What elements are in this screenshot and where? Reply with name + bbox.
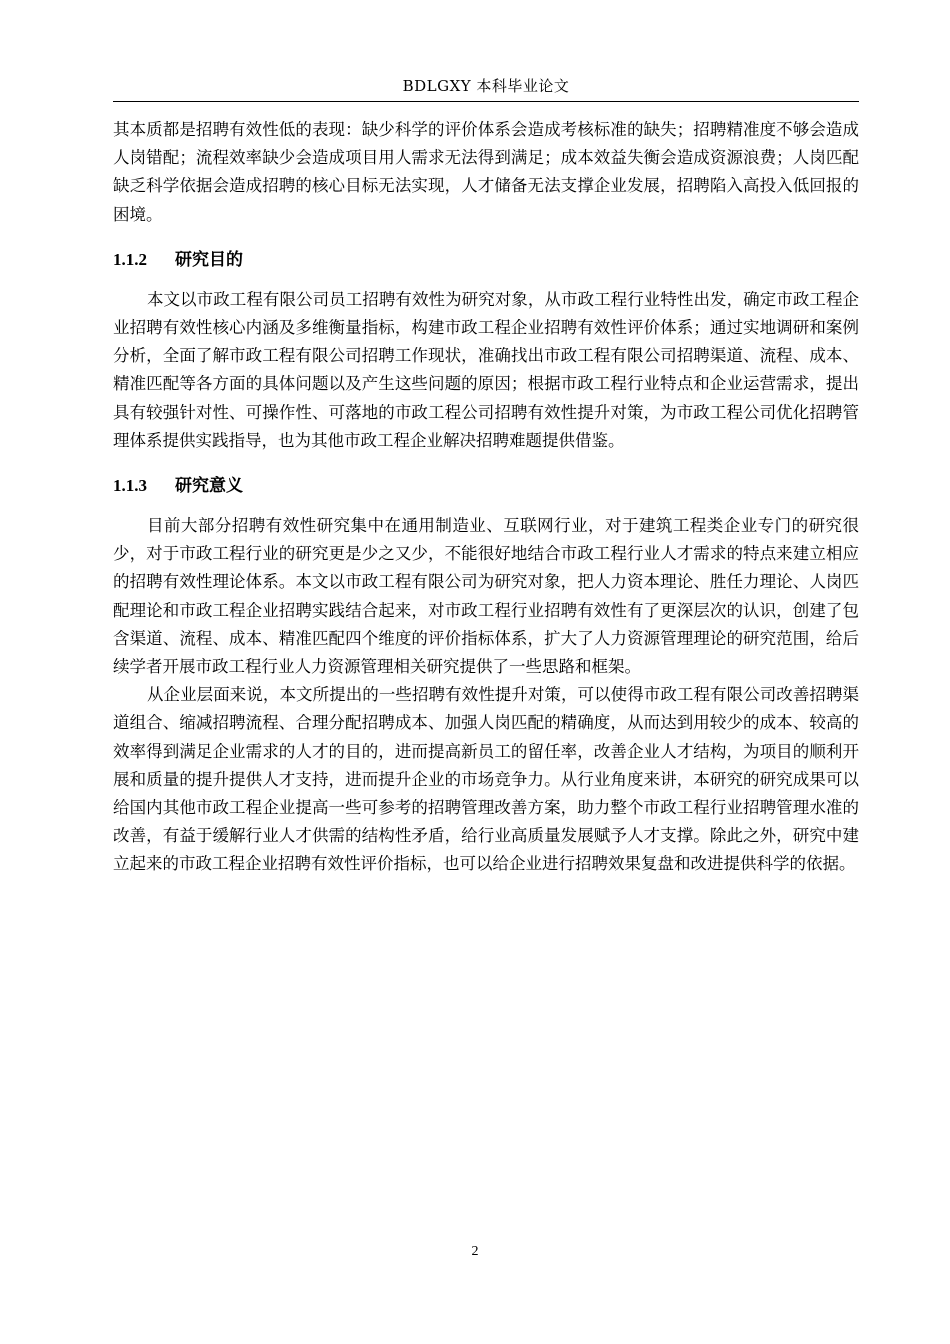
section-title: 研究目的 [175,249,243,270]
paragraph: 本文以市政工程有限公司员工招聘有效性为研究对象，从市政工程行业特性出发，确定市政工程企业招聘有效性核心内涵及多维衡量指标，构建市政工程企业招聘有效性评价体系；通过实地调研和案例分析，全面了解市政工程有限公司招聘工作现状，准确找出市政工程有限公司招聘渠道、流程、成本、精准匹配等各方面的具体问题以及产生这些问题的原因；根据市政工程行业特点和企业运营需求，提出具有较强针对性、可操作性、可落地的市政工程公司招聘有效性提升对策，为市政工程公司优化招聘管理体系提供实践指导，也为其他市政工程企业解决招聘难题提供借鉴。 [113,289,859,450]
page-number: 2 [471,1244,479,1259]
running-header: BDLGXY 本科毕业论文 [402,77,570,95]
paragraph: 从企业层面来说，本文所提出的一些招聘有效性提升对策，可以使得市政工程有限公司改善招聘渠道组合、缩减招聘流程、合理分配招聘成本、加强人岗匹配的精确度，从而达到用较少的成本、较高的效率得到满足企业需求的人才的目的，进而提高新员工的留任率，改善企业人才结构，为项目的顺利开展和质量的提升提供人才支持，进而提升企业的市场竞争力。从行业角度来讲，本研究的研究成果可以给国内其他市政工程企业提高一些可参考的招聘管理改善方案，助力整个市政工程行业招聘管理水准的改善，有益于缓解行业人才供需的结构性矛盾，给行业高质量发展赋予人才支撑。除此之外，研究中建立起来的市政工程企业招聘有效性评价指标，也可以给企业进行招聘效果复盘和改进提供科学的依据。 [113,685,859,874]
section-title: 研究意义 [175,476,243,497]
continued-paragraph: 其本质都是招聘有效性低的表现：缺少科学的评价体系会造成考核标准的缺失；招聘精准度不够会造成人岗错配；流程效率缺少会造成项目用人需求无法得到满足；成本效益失衡会造成资源浪费；人岗匹配缺乏科学依据会造成招聘的核心目标无法实现，人才储备无法支撑企业发展，招聘陷入高投入低回报的困境。 [113,120,859,224]
page-body [113,116,859,879]
section-number: 1.1.3 [113,476,147,496]
section-heading-1-1-3 [113,472,859,500]
section-number: 1.1.2 [113,249,147,269]
section-heading-1-1-2 [113,246,859,274]
paragraph: 目前大部分招聘有效性研究集中在通用制造业、互联网行业，对于建筑工程类企业专门的研究很少，对于市政工程行业的研究更是少之又少，不能很好地结合市政工程行业人才需求的特点来建立相应的招聘有效性理论体系。本文以市政工程有限公司为研究对象，把人力资本理论、胜任力理论、人岗匹配理论和市政工程企业招聘实践结合起来，对市政工程行业招聘有效性有了更深层次的认识，创建了包含渠道、流程、成本、精准匹配四个维度的评价指标体系，扩大了人力资源管理理论的研究范围，给后续学者开展市政工程行业人力资源管理相关研究提供了一些思路和框架。 [113,516,859,677]
header-divider [113,101,859,102]
